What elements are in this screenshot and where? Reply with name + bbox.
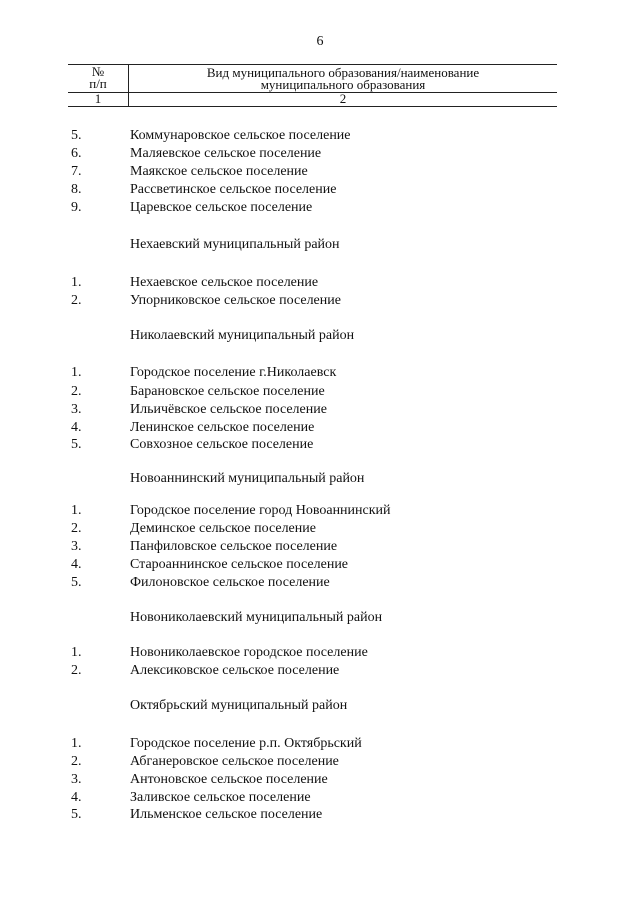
list-item [0,438,640,456]
item-number: 5. [71,437,82,452]
item-name: Городское поселение г.Николаевск [130,365,337,380]
item-name: Староаннинское сельское поселение [130,557,349,572]
item-number: 8. [71,182,82,197]
list-item [0,773,640,791]
item-number: 4. [71,790,82,805]
section-title: Новониколаевский муниципальный район [130,610,383,625]
item-number: 4. [71,420,82,435]
header-col1-index: 1 [94,91,102,106]
item-number: 2. [71,663,82,678]
item-name: Нехаевское сельское поселение [130,275,319,290]
list-item [0,385,640,403]
item-name: Рассветинское сельское поселение [130,182,337,197]
list-item [0,366,640,384]
item-name: Ильичёвское сельское поселение [130,402,327,417]
list-item [0,147,640,165]
item-number: 5. [71,128,82,143]
section-title: Николаевский муниципальный район [130,328,355,343]
item-name: Ильменское сельское поселение [130,807,323,822]
item-name: Городское поселение р.п. Октябрьский [130,736,362,751]
item-name: Маякское сельское поселение [130,164,308,179]
item-number: 9. [71,200,82,215]
item-number: 1. [71,645,82,660]
item-number: 3. [71,539,82,554]
item-name: Маляевское сельское поселение [130,146,322,161]
section-title: Новоаннинский муниципальный район [130,471,365,486]
item-name: Упорниковское сельское поселение [130,293,341,308]
header-number-sign: № [91,64,105,79]
list-item [0,504,640,522]
list-item [0,576,640,594]
header-type-label: Вид муниципального образования/наименование [206,65,480,80]
item-number: 1. [71,275,82,290]
section-title: Октябрьский муниципальный район [130,698,348,713]
item-number: 2. [71,754,82,769]
item-name: Ленинское сельское поселение [130,420,315,435]
item-name: Коммунаровское сельское поселение [130,128,351,143]
item-name: Новониколаевское городское поселение [130,645,368,660]
item-number: 1. [71,736,82,751]
item-name: Царевское сельское поселение [130,200,313,215]
list-item [0,522,640,540]
item-name: Деминское сельское поселение [130,521,316,536]
list-item [0,558,640,576]
list-item [0,540,640,558]
list-item [0,421,640,439]
item-name: Абганеровское сельское поселение [130,754,339,769]
item-number: 1. [71,365,82,380]
header-col2-index: 2 [339,91,347,106]
item-number: 3. [71,402,82,417]
list-item [0,201,640,219]
item-name: Алексиковское сельское поселение [130,663,340,678]
item-number: 4. [71,557,82,572]
item-name: Совхозное сельское поселение [130,437,314,452]
item-name: Городское поселение город Новоаннинский [130,503,391,518]
section-title: Нехаевский муниципальный район [130,237,340,252]
item-number: 7. [71,164,82,179]
item-number: 1. [71,503,82,518]
list-item [0,294,640,312]
item-name: Барановское сельское поселение [130,384,325,399]
list-item [0,183,640,201]
list-item [0,165,640,183]
item-name: Филоновское сельское поселение [130,575,330,590]
list-item [0,755,640,773]
item-number: 3. [71,772,82,787]
item-number: 6. [71,146,82,161]
header-bottom-rule [68,106,557,107]
header-pp-label: п/п [89,76,107,91]
item-name: Антоновское сельское поселение [130,772,328,787]
page-number: 6 [316,34,324,49]
item-number: 2. [71,384,82,399]
list-item [0,403,640,421]
list-item [0,664,640,682]
item-number: 2. [71,521,82,536]
list-item [0,276,640,294]
item-name: Заливское сельское поселение [130,790,311,805]
list-item [0,129,640,147]
list-item [0,646,640,664]
header-name-label: муниципального образования [260,77,426,92]
item-number: 2. [71,293,82,308]
item-name: Панфиловское сельское поселение [130,539,338,554]
item-number: 5. [71,807,82,822]
list-item [0,737,640,755]
item-number: 5. [71,575,82,590]
list-item [0,808,640,826]
